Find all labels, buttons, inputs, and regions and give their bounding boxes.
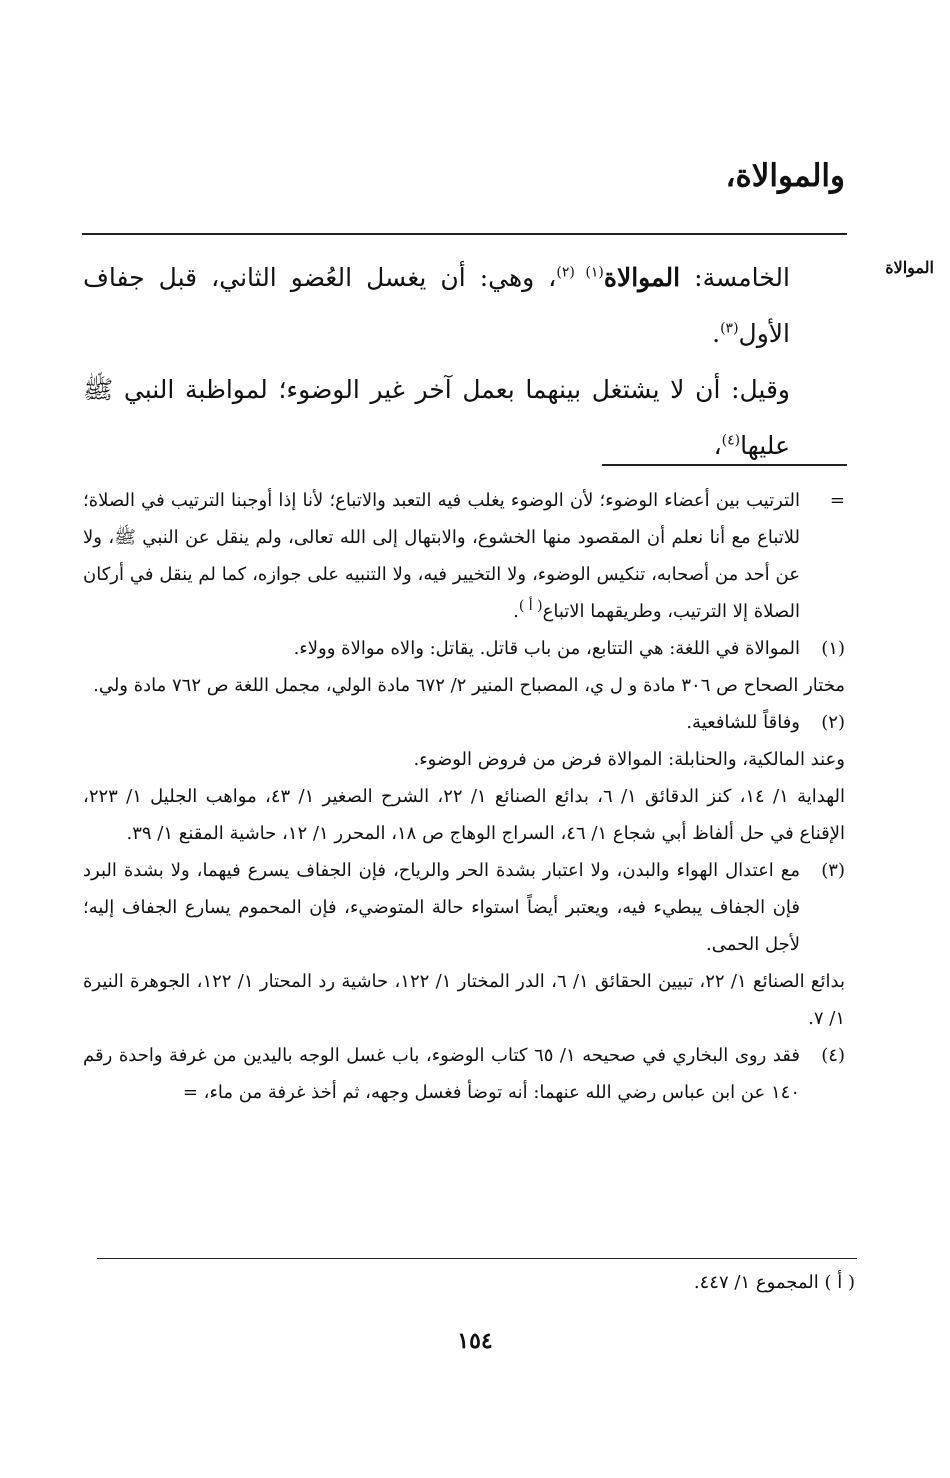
footnote-continuation — [83, 482, 845, 630]
top-rule — [82, 233, 847, 235]
p1-body: ، وهي: أن يغسل العُضو الثاني، قبل جفاف الأول — [83, 263, 790, 348]
p2-ref4: (٤) — [721, 432, 741, 449]
bottom-note-separator — [97, 1258, 857, 1259]
p1-lead: الخامسة: — [680, 263, 790, 292]
footnote-2-text: وفاقاً للشافعية. — [686, 712, 800, 733]
footnote-2-note: وعند المالكية، والحنابلة: الموالاة فرض من فروض الوضوء. — [413, 749, 845, 770]
footnote-3-sources: بدائع الصنائع ١/ ٢٢، تبيين الحقائق ١/ ٦، الدر المختار ١/ ١٢٢، حاشية رد المحتار ١/ ١٢٢، الجوهرة النيرة ١/ ٧. — [83, 971, 845, 1029]
p1-term: الموالاة — [603, 263, 681, 292]
p1-ref3: (٣) — [720, 320, 739, 337]
main-text — [83, 250, 845, 474]
footnote-2-sources: الهداية ١/ ١٤، كنز الدقائق ١/ ٦، بدائع الصنائع ١/ ٢٢، الشرح الصغير ١/ ٤٣، مواهب الجليل ١/ ٢٢٣، الإقناع في حل ألفاظ أبي شجاع ١/ ٤٦، السراج الوهاج ص ١٨، المحرر ١/ ١٢، حاشية المقنع ١/ ٣٩. — [83, 786, 845, 844]
continuation-end: . — [513, 601, 519, 622]
continuation-ref: ( أ ) — [518, 598, 543, 614]
footnote-4-text: فقد روى البخاري في صحيحه ١/ ٦٥ كتاب الوضوء، باب غسل الوجه باليدين من غرفة واحدة رقم ١٤٠ عن ابن عباس رضي الله عنهما: أنه توضأ فغسل وجهه، ثم أخذ غرفة من ماء، = — [83, 1045, 800, 1103]
footnote-2-number: (٢) — [821, 712, 845, 733]
footnote-4-number: (٤) — [821, 1045, 845, 1066]
footnotes — [83, 482, 845, 1111]
margin-label: الموالاة — [885, 258, 934, 277]
p2-body: وقيل: أن لا يشتغل بينهما بعمل آخر غير الوضوء؛ لمواظبة النبي ﷺ عليها — [83, 375, 790, 460]
footnote-1-text: الموالاة في اللغة: هي التتابع، من باب قاتل. يقاتل: والاه موالاة وولاء. — [293, 638, 800, 659]
footnote-1 — [83, 630, 845, 667]
p1-end: . — [712, 319, 721, 348]
footnote-4 — [83, 1037, 845, 1111]
section-heading: والموالاة، — [725, 158, 845, 194]
continuation-text: الترتيب بين أعضاء الوضوء؛ لأن الوضوء يغلب فيه التعبد والاتباع؛ لأنا إذا أوجبنا الترتيب في الصلاة؛ للاتباع مع أنا نعلم أن المقصود منها الخشوع، والابتهال إلى الله تعالى، ولم ينقل عن النبي ﷺ، ولا عن أحد من أصحابه، تنكيس الوضوء، ولا التخيير فيه، ولا التنبيه على جوازه، كما لم ينقل في أركان الصلاة إلا الترتيب، وطريقهما الاتباع — [83, 490, 800, 622]
footnote-3-number: (٣) — [821, 860, 845, 881]
p1-ref12: (١) (٢) — [556, 264, 604, 281]
editor-note: ( أ ) المجموع ١/ ٤٤٧. — [693, 1272, 855, 1293]
footnote-3-text: مع اعتدال الهواء والبدن، ولا اعتبار بشدة الحر والرياح، فإن الجفاف يسرع فيهما، ولا بشدة البرد فإن الجفاف يبطيء فيه، ويعتبر أيضاً استواء حالة المتوضيء، فإن المحموم يسارع الجفاف إليه؛ لأجل الحمى. — [83, 860, 800, 955]
footnote-3 — [83, 852, 845, 963]
footnote-1-number: (١) — [821, 638, 845, 659]
paragraph-fifth — [83, 250, 845, 362]
page-number: ١٥٤ — [457, 1328, 493, 1354]
footnote-2 — [83, 704, 845, 741]
footnote-separator — [602, 464, 847, 466]
footnote-1-sources: مختار الصحاح ص ٣٠٦ مادة و ل ي، المصباح المنير ٢/ ٦٧٢ مادة الولي، مجمل اللغة ص ٧٦٢ مادة ولي. — [93, 675, 845, 696]
paragraph-alt-def — [83, 362, 845, 474]
continuation-marker: = — [829, 490, 845, 511]
p2-end: ، — [713, 431, 722, 460]
